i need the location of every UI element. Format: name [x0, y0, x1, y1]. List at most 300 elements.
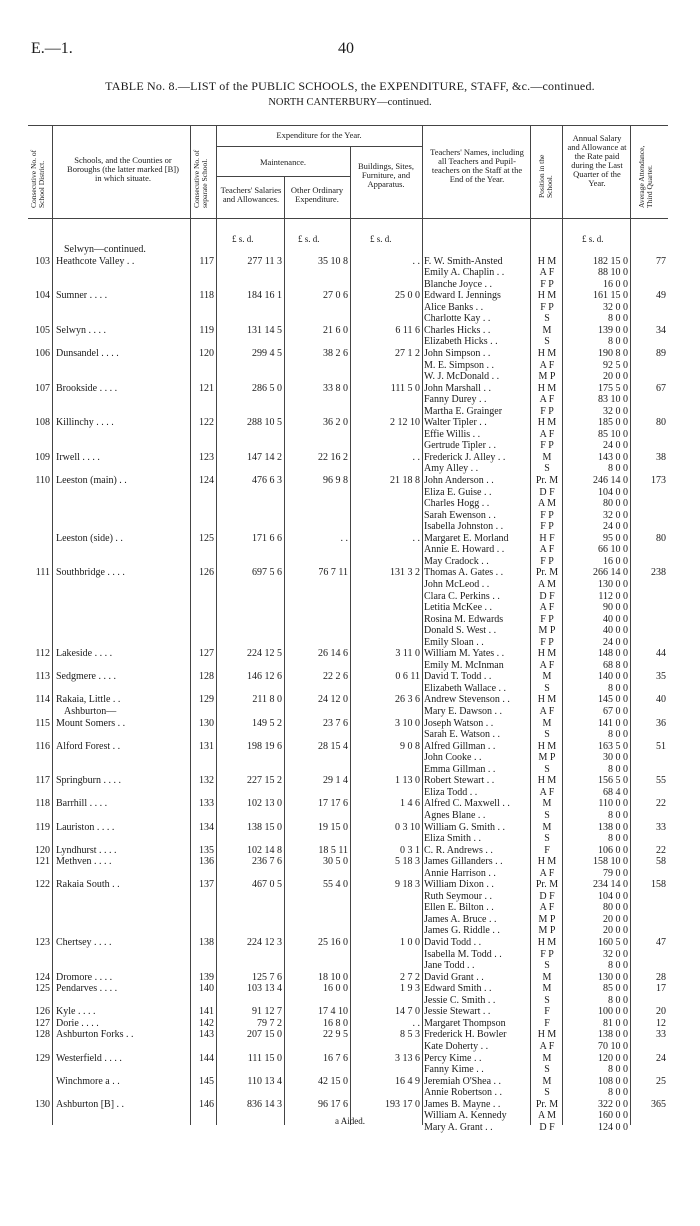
district-no-cell: 111	[35, 567, 50, 579]
teacher-name-cell: Charles Hicks . .	[424, 324, 491, 336]
position-cell: M	[542, 983, 552, 995]
district-no-cell: 115	[35, 717, 50, 729]
annual-salary-cell: 24 0 0	[603, 440, 628, 452]
position-cell: A F	[539, 902, 555, 914]
other-expenditure-cell: 28 15 4	[318, 740, 348, 752]
school-no-cell: 135	[199, 844, 214, 856]
col-rule	[190, 125, 191, 1125]
annual-salary-cell: 104 0 0	[598, 890, 628, 902]
school-name-cell: Lakeside . . . .	[56, 648, 113, 660]
buildings-cell: 2 12 10	[390, 417, 420, 429]
position-cell: A F	[539, 786, 555, 798]
district-no-cell: 106	[35, 347, 50, 359]
buildings-cell: 27 1 2	[395, 347, 420, 359]
annual-salary-cell: 68 4 0	[603, 786, 628, 798]
district-no-cell: 118	[35, 798, 50, 810]
attendance-cell: 34	[656, 324, 666, 336]
school-no-cell: 126	[199, 567, 214, 579]
other-expenditure-cell: 30 5 0	[323, 856, 348, 868]
col-head-teachers: Teachers' Names, including all Teachers and Pupil-teachers on the Staff at the End of the Year.	[430, 147, 524, 184]
attendance-cell: 238	[651, 567, 666, 579]
teacher-name-cell: Alfred C. Maxwell . .	[424, 798, 510, 810]
expenditure-rule	[216, 146, 422, 147]
position-cell: F P	[540, 405, 554, 417]
school-name-cell: Barrhill . . . .	[56, 798, 108, 810]
attendance-cell: 89	[656, 347, 666, 359]
annual-salary-cell: 20 0 0	[603, 925, 628, 937]
salaries-cell: 149 5 2	[252, 717, 282, 729]
position-cell: H M	[537, 648, 557, 660]
district-no-cell: 117	[35, 775, 50, 787]
annual-salary-cell: 24 0 0	[603, 521, 628, 533]
teacher-name-cell: Walter Tipler . .	[424, 417, 487, 429]
teacher-name-cell: Thomas A. Gates . .	[424, 567, 504, 579]
teacher-name-cell: William A. Kennedy	[424, 1110, 507, 1122]
attendance-cell: 77	[656, 255, 666, 267]
attendance-cell: 55	[656, 775, 666, 787]
position-cell: F P	[540, 521, 554, 533]
annual-salary-cell: 8 0 0	[608, 994, 628, 1006]
teacher-name-cell: May Cradock . .	[424, 555, 489, 567]
salaries-cell: 103 13 4	[247, 983, 282, 995]
annual-salary-cell: 8 0 0	[608, 960, 628, 972]
salaries-cell: 236 7 6	[252, 856, 282, 868]
maintenance-rule	[216, 176, 350, 177]
col-head-other: Other Ordinary Expenditure.	[290, 185, 344, 204]
salaries-cell: 111 15 0	[247, 1052, 282, 1064]
school-no-cell: 122	[199, 417, 214, 429]
annual-salary-cell: 40 0 0	[603, 613, 628, 625]
buildings-cell: 14 7 0	[395, 1006, 420, 1018]
attendance-cell: 158	[651, 879, 666, 891]
salaries-cell: 147 14 2	[247, 451, 282, 463]
district-no-cell: 124	[35, 971, 50, 983]
teacher-name-cell: Blanche Joyce . .	[424, 278, 493, 290]
teacher-name-cell: Emily Sloan . .	[424, 636, 484, 648]
col-rule	[630, 125, 631, 1125]
teacher-name-cell: James B. Mayne . .	[424, 1098, 501, 1110]
buildings-cell: . .	[412, 532, 420, 544]
annual-salary-cell: 140 0 0	[598, 671, 628, 683]
salaries-cell: 476 6 3	[252, 475, 282, 486]
teacher-name-cell: Letitia McKee . .	[424, 602, 493, 614]
annual-salary-cell: 143 0 0	[598, 451, 628, 463]
position-cell: A M	[537, 498, 557, 510]
teacher-name-cell: Andrew Stevenson . .	[424, 694, 510, 706]
annual-salary-cell: 80 0 0	[603, 902, 628, 914]
salaries-cell: 102 13 0	[247, 798, 282, 810]
position-cell: M P	[538, 913, 556, 925]
annual-salary-cell: 92 5 0	[603, 359, 628, 371]
teacher-name-cell: Charlotte Kay . .	[424, 313, 491, 325]
school-name-cell: Winchmore a . .	[56, 1075, 120, 1087]
annual-salary-cell: 32 0 0	[603, 405, 628, 417]
teacher-name-cell: Jane Todd . .	[424, 960, 475, 972]
teacher-name-cell: Kate Doherty . .	[424, 1040, 489, 1052]
teacher-name-cell: John McLeod . .	[424, 578, 490, 590]
col-head-position: Position in the School.	[537, 154, 554, 198]
salaries-cell: 207 15 0	[247, 1029, 282, 1041]
district-no-cell: 122	[35, 879, 50, 891]
annual-salary-cell: 8 0 0	[608, 313, 628, 325]
school-name-cell: Sumner . . . .	[56, 290, 108, 302]
other-expenditure-cell: 96 17 6	[318, 1098, 348, 1110]
header-bottom-rule	[28, 218, 668, 219]
annual-salary-cell: 120 0 0	[598, 1052, 628, 1064]
header-top-rule	[28, 125, 668, 126]
position-cell: M	[542, 671, 552, 683]
annual-salary-cell: 70 10 0	[598, 1040, 628, 1052]
buildings-cell: 0 3 10	[395, 821, 420, 833]
currency-label: £ s. d.	[298, 234, 320, 244]
col-rule	[350, 146, 351, 1125]
position-cell: Pr. M	[535, 567, 559, 579]
col-head-salaries: Teachers' Salaries and Allowances.	[220, 185, 282, 204]
salaries-cell: 110 13 4	[247, 1075, 282, 1087]
position-cell: M	[542, 971, 552, 983]
position-cell: A F	[539, 394, 555, 406]
attendance-cell: 33	[656, 821, 666, 833]
annual-salary-cell: 234 14 0	[593, 879, 628, 891]
district-no-cell: 109	[35, 451, 50, 463]
position-cell: H F	[539, 532, 555, 544]
annual-salary-cell: 8 0 0	[608, 1087, 628, 1099]
col-rule	[530, 125, 531, 1125]
annual-salary-cell: 141 0 0	[598, 717, 628, 729]
attendance-cell: 80	[656, 417, 666, 429]
annual-salary-cell: 266 14 0	[593, 567, 628, 579]
position-cell: A F	[539, 544, 555, 556]
teacher-name-cell: Emily A. Chaplin . .	[424, 267, 505, 279]
teacher-name-cell: John Simpson . .	[424, 347, 491, 359]
annual-salary-cell: 8 0 0	[608, 336, 628, 348]
school-name-cell: Mount Somers . .	[56, 717, 126, 729]
school-no-cell: 131	[199, 740, 214, 752]
salaries-cell: 91 12 7	[252, 1006, 282, 1018]
buildings-cell: 0 3 1	[400, 844, 420, 856]
teacher-name-cell: Margaret E. Morland	[424, 532, 509, 544]
annual-salary-cell: 138 0 0	[598, 821, 628, 833]
position-cell: H M	[537, 694, 557, 706]
teacher-name-cell: Isabella M. Todd . .	[424, 948, 502, 960]
position-cell: F P	[540, 555, 554, 567]
annual-salary-cell: 16 0 0	[603, 555, 628, 567]
teacher-name-cell: John Cooke . .	[424, 752, 482, 764]
district-no-cell: 104	[35, 290, 50, 302]
annual-salary-cell: 124 0 0	[598, 1121, 628, 1133]
school-name-cell: Sedgmere . . . .	[56, 671, 116, 683]
teacher-name-cell: F. W. Smith-Ansted	[424, 255, 503, 267]
position-cell: H M	[537, 347, 557, 359]
district-no-cell: 119	[35, 821, 50, 833]
annual-salary-cell: 160 5 0	[598, 937, 628, 948]
attendance-cell: 22	[656, 798, 666, 810]
buildings-cell: 5 18 3	[395, 856, 420, 868]
school-name-cell: Dorie . . . .	[56, 1017, 99, 1029]
position-cell: D F	[539, 890, 555, 902]
buildings-cell: 9 18 3	[395, 879, 420, 891]
district-no-cell: 126	[35, 1006, 50, 1018]
school-name-cell: Lyndhurst . . . .	[56, 844, 117, 856]
annual-salary-cell: 139 0 0	[598, 324, 628, 336]
attendance-cell: 38	[656, 451, 666, 463]
currency-label: £ s. d.	[582, 234, 604, 244]
school-no-cell: 129	[199, 694, 214, 706]
annual-salary-cell: 160 0 0	[598, 1110, 628, 1122]
teacher-name-cell: John Marshall . .	[424, 382, 491, 394]
other-expenditure-cell: 17 4 10	[318, 1006, 348, 1018]
salaries-cell: 224 12 5	[247, 648, 282, 660]
position-cell: F P	[540, 509, 554, 521]
position-cell: S	[544, 729, 550, 741]
teacher-name-cell: W. J. McDonald . .	[424, 371, 500, 383]
other-expenditure-cell: 22 16 2	[318, 451, 348, 463]
teacher-name-cell: Margaret Thompson	[424, 1017, 506, 1029]
col-rule	[284, 176, 285, 1125]
annual-salary-cell: 40 0 0	[603, 625, 628, 637]
school-no-cell: 146	[199, 1098, 214, 1110]
school-name-cell: Leeston (main) . .	[56, 475, 127, 486]
attendance-cell: 33	[656, 1029, 666, 1041]
school-name-cell: Westerfield . . . .	[56, 1052, 122, 1064]
annual-salary-cell: 158 10 0	[593, 856, 628, 868]
col-head-district: Consecutive No. of School District.	[29, 149, 46, 208]
table-subtitle: NORTH CANTERBURY—continued.	[268, 97, 432, 108]
teacher-name-cell: Elizabeth Hicks . .	[424, 336, 498, 348]
school-no-cell: 120	[199, 347, 214, 359]
district-no-cell: 116	[35, 740, 50, 752]
buildings-cell: 3 10 0	[395, 717, 420, 729]
school-no-cell: 130	[199, 717, 214, 729]
school-no-cell: 128	[199, 671, 214, 683]
other-expenditure-cell: 36 2 0	[323, 417, 348, 429]
position-cell: M P	[538, 752, 556, 764]
attendance-cell: 25	[656, 1075, 666, 1087]
position-cell: S	[544, 336, 550, 348]
district-no-cell: 120	[35, 844, 50, 856]
teacher-name-cell: Sarah E. Watson . .	[424, 729, 500, 741]
buildings-cell: 1 13 0	[395, 775, 420, 787]
teacher-name-cell: Fanny Kime . .	[424, 1064, 484, 1076]
salaries-cell: 277 11 3	[247, 255, 282, 267]
currency-label: £ s. d.	[370, 234, 392, 244]
buildings-cell: 131 3 2	[390, 567, 420, 579]
buildings-cell: 1 9 3	[400, 983, 420, 995]
teacher-name-cell: Ruth Seymour . .	[424, 890, 493, 902]
school-no-cell: 137	[199, 879, 214, 891]
position-cell: F	[544, 1006, 550, 1018]
school-no-cell: 125	[199, 532, 214, 544]
salaries-cell: 467 0 5	[252, 879, 282, 891]
other-expenditure-cell: 42 15 0	[318, 1075, 348, 1087]
salaries-cell: 198 19 6	[247, 740, 282, 752]
school-no-cell: 136	[199, 856, 214, 868]
position-cell: H M	[537, 382, 557, 394]
annual-salary-cell: 95 0 0	[603, 532, 628, 544]
salaries-cell: 286 5 0	[252, 382, 282, 394]
annual-salary-cell: 80 0 0	[603, 498, 628, 510]
teacher-name-cell: Jeremiah O'Shea . .	[424, 1075, 502, 1087]
attendance-cell: 365	[651, 1098, 666, 1110]
district-no-cell: 108	[35, 417, 50, 429]
school-name-cell: Ashburton Forks . .	[56, 1029, 134, 1041]
salaries-cell: 211 8 0	[252, 694, 282, 706]
district-no-cell: 110	[35, 475, 50, 486]
school-no-cell: 139	[199, 971, 214, 983]
other-expenditure-cell: 55 4 0	[323, 879, 348, 891]
col-head-attendance: Average Attendance, Third Quarter.	[637, 145, 654, 208]
position-cell: H M	[537, 775, 557, 787]
position-cell: F P	[540, 301, 554, 313]
district-no-cell: 121	[35, 856, 50, 868]
position-cell: A F	[539, 428, 555, 440]
other-expenditure-cell: 16 8 0	[323, 1017, 348, 1029]
annual-salary-cell: 8 0 0	[608, 1064, 628, 1076]
annual-salary-cell: 130 0 0	[598, 578, 628, 590]
annual-salary-cell: 8 0 0	[608, 809, 628, 821]
other-expenditure-cell: 26 14 6	[318, 648, 348, 660]
position-cell: M	[542, 821, 552, 833]
annual-salary-cell: 112 0 0	[598, 590, 628, 602]
attendance-cell: 22	[656, 844, 666, 856]
attendance-cell: 58	[656, 856, 666, 868]
position-cell: H M	[537, 290, 557, 302]
annual-salary-cell: 110 0 0	[598, 798, 628, 810]
annual-salary-cell: 156 5 0	[598, 775, 628, 787]
position-cell: S	[544, 463, 550, 475]
teacher-name-cell: M. E. Simpson . .	[424, 359, 495, 371]
school-name-cell: Leeston (side) . .	[56, 532, 123, 544]
salaries-cell: 171 6 6	[252, 532, 282, 544]
other-expenditure-cell: 35 10 8	[318, 255, 348, 267]
attendance-cell: 12	[656, 1017, 666, 1029]
school-name-cell: Ashburton—	[64, 706, 117, 717]
teacher-name-cell: Robert Stewart . .	[424, 775, 495, 787]
school-name-cell: Selwyn . . . .	[56, 324, 106, 336]
buildings-cell: 6 11 6	[395, 324, 420, 336]
school-no-cell: 133	[199, 798, 214, 810]
other-expenditure-cell: 25 16 0	[318, 937, 348, 948]
col-rule	[562, 125, 563, 1125]
annual-salary-cell: 30 0 0	[603, 752, 628, 764]
other-expenditure-cell: 18 10 0	[318, 971, 348, 983]
buildings-cell: 193 17 0	[385, 1098, 420, 1110]
teacher-name-cell: David Todd . .	[424, 937, 482, 948]
school-no-cell: 124	[199, 475, 214, 486]
salaries-cell: 138 15 0	[247, 821, 282, 833]
teacher-name-cell: Donald S. West . .	[424, 625, 497, 637]
annual-salary-cell: 20 0 0	[603, 371, 628, 383]
other-expenditure-cell: 76 7 11	[318, 567, 348, 579]
attendance-cell: 36	[656, 717, 666, 729]
teacher-name-cell: Annie E. Howard . .	[424, 544, 505, 556]
teacher-name-cell: Edward Smith . .	[424, 983, 492, 995]
teacher-name-cell: Gertrude Tipler . .	[424, 440, 496, 452]
school-name-cell: Rakaia South . .	[56, 879, 120, 891]
buildings-cell: 3 13 6	[395, 1052, 420, 1064]
position-cell: S	[544, 833, 550, 845]
col-head-maintenance: Maintenance.	[259, 157, 307, 167]
teacher-name-cell: Isabella Johnston . .	[424, 521, 504, 533]
position-cell: F	[544, 1017, 550, 1029]
school-name-cell: Ashburton [B] . .	[56, 1098, 125, 1110]
teacher-name-cell: Percy Kime . .	[424, 1052, 482, 1064]
buildings-cell: 26 3 6	[395, 694, 420, 706]
attendance-cell: 28	[656, 971, 666, 983]
teacher-name-cell: Elizabeth Wallace . .	[424, 682, 507, 694]
position-cell: F P	[540, 278, 554, 290]
district-no-cell: 125	[35, 983, 50, 995]
teacher-name-cell: Martha E. Grainger	[424, 405, 503, 417]
school-no-cell: 123	[199, 451, 214, 463]
other-expenditure-cell: 22 9 5	[323, 1029, 348, 1041]
other-expenditure-cell: 23 7 6	[323, 717, 348, 729]
teacher-name-cell: James Gillanders . .	[424, 856, 503, 868]
school-name-cell: Irwell . . . .	[56, 451, 100, 463]
teacher-name-cell: Jessie C. Smith . .	[424, 994, 496, 1006]
teacher-name-cell: William M. Yates . .	[424, 648, 505, 660]
annual-salary-cell: 16 0 0	[603, 278, 628, 290]
other-expenditure-cell: 21 6 0	[323, 324, 348, 336]
district-no-cell: 127	[35, 1017, 50, 1029]
salaries-cell: 184 16 1	[247, 290, 282, 302]
teacher-name-cell: Eliza Smith . .	[424, 833, 481, 845]
district-no-cell: 114	[35, 694, 50, 706]
teacher-name-cell: Agnes Blane . .	[424, 809, 486, 821]
position-cell: F	[544, 844, 550, 856]
teacher-name-cell: Eliza Todd . .	[424, 786, 478, 798]
salaries-cell: 131 14 5	[247, 324, 282, 336]
district-no-cell: 107	[35, 382, 50, 394]
annual-salary-cell: 8 0 0	[608, 833, 628, 845]
teacher-name-cell: Annie Robertson . .	[424, 1087, 503, 1099]
position-cell: A F	[539, 659, 555, 671]
position-cell: S	[544, 809, 550, 821]
school-name-cell: Southbridge . . . .	[56, 567, 125, 579]
school-name-cell: Pendarves . . . .	[56, 983, 118, 995]
col-head-salary: Annual Salary and Allowance at the Rate paid during the Last Quarter of the Year.	[567, 133, 627, 188]
teacher-name-cell: Ellen E. Bilton . .	[424, 902, 494, 914]
col-rule	[216, 125, 217, 1125]
annual-salary-cell: 8 0 0	[608, 682, 628, 694]
page-header-left: E.—1.	[31, 40, 73, 57]
district-no-cell: 113	[35, 671, 50, 683]
salaries-cell: 79 7 2	[257, 1017, 282, 1029]
buildings-cell: 9 0 8	[400, 740, 420, 752]
attendance-cell: 51	[656, 740, 666, 752]
salaries-cell: 146 12 6	[247, 671, 282, 683]
district-no-cell: 103	[35, 255, 50, 267]
position-cell: H M	[537, 856, 557, 868]
teacher-name-cell: C. R. Andrews . .	[424, 844, 493, 856]
position-cell: M P	[538, 371, 556, 383]
teacher-name-cell: James A. Bruce . .	[424, 913, 497, 925]
attendance-cell: 47	[656, 937, 666, 948]
annual-salary-cell: 8 0 0	[608, 729, 628, 741]
school-name-cell: Kyle . . . .	[56, 1006, 96, 1018]
position-cell: A M	[537, 1110, 557, 1122]
buildings-cell: 25 0 0	[395, 290, 420, 302]
position-cell: H M	[537, 740, 557, 752]
position-cell: D F	[539, 1121, 555, 1133]
annual-salary-cell: 8 0 0	[608, 463, 628, 475]
salaries-cell: 102 14 8	[247, 844, 282, 856]
school-no-cell: 117	[199, 255, 214, 267]
attendance-cell: 80	[656, 532, 666, 544]
salaries-cell: 125 7 6	[252, 971, 282, 983]
teacher-name-cell: Amy Alley . .	[424, 463, 479, 475]
position-cell: A M	[537, 578, 557, 590]
